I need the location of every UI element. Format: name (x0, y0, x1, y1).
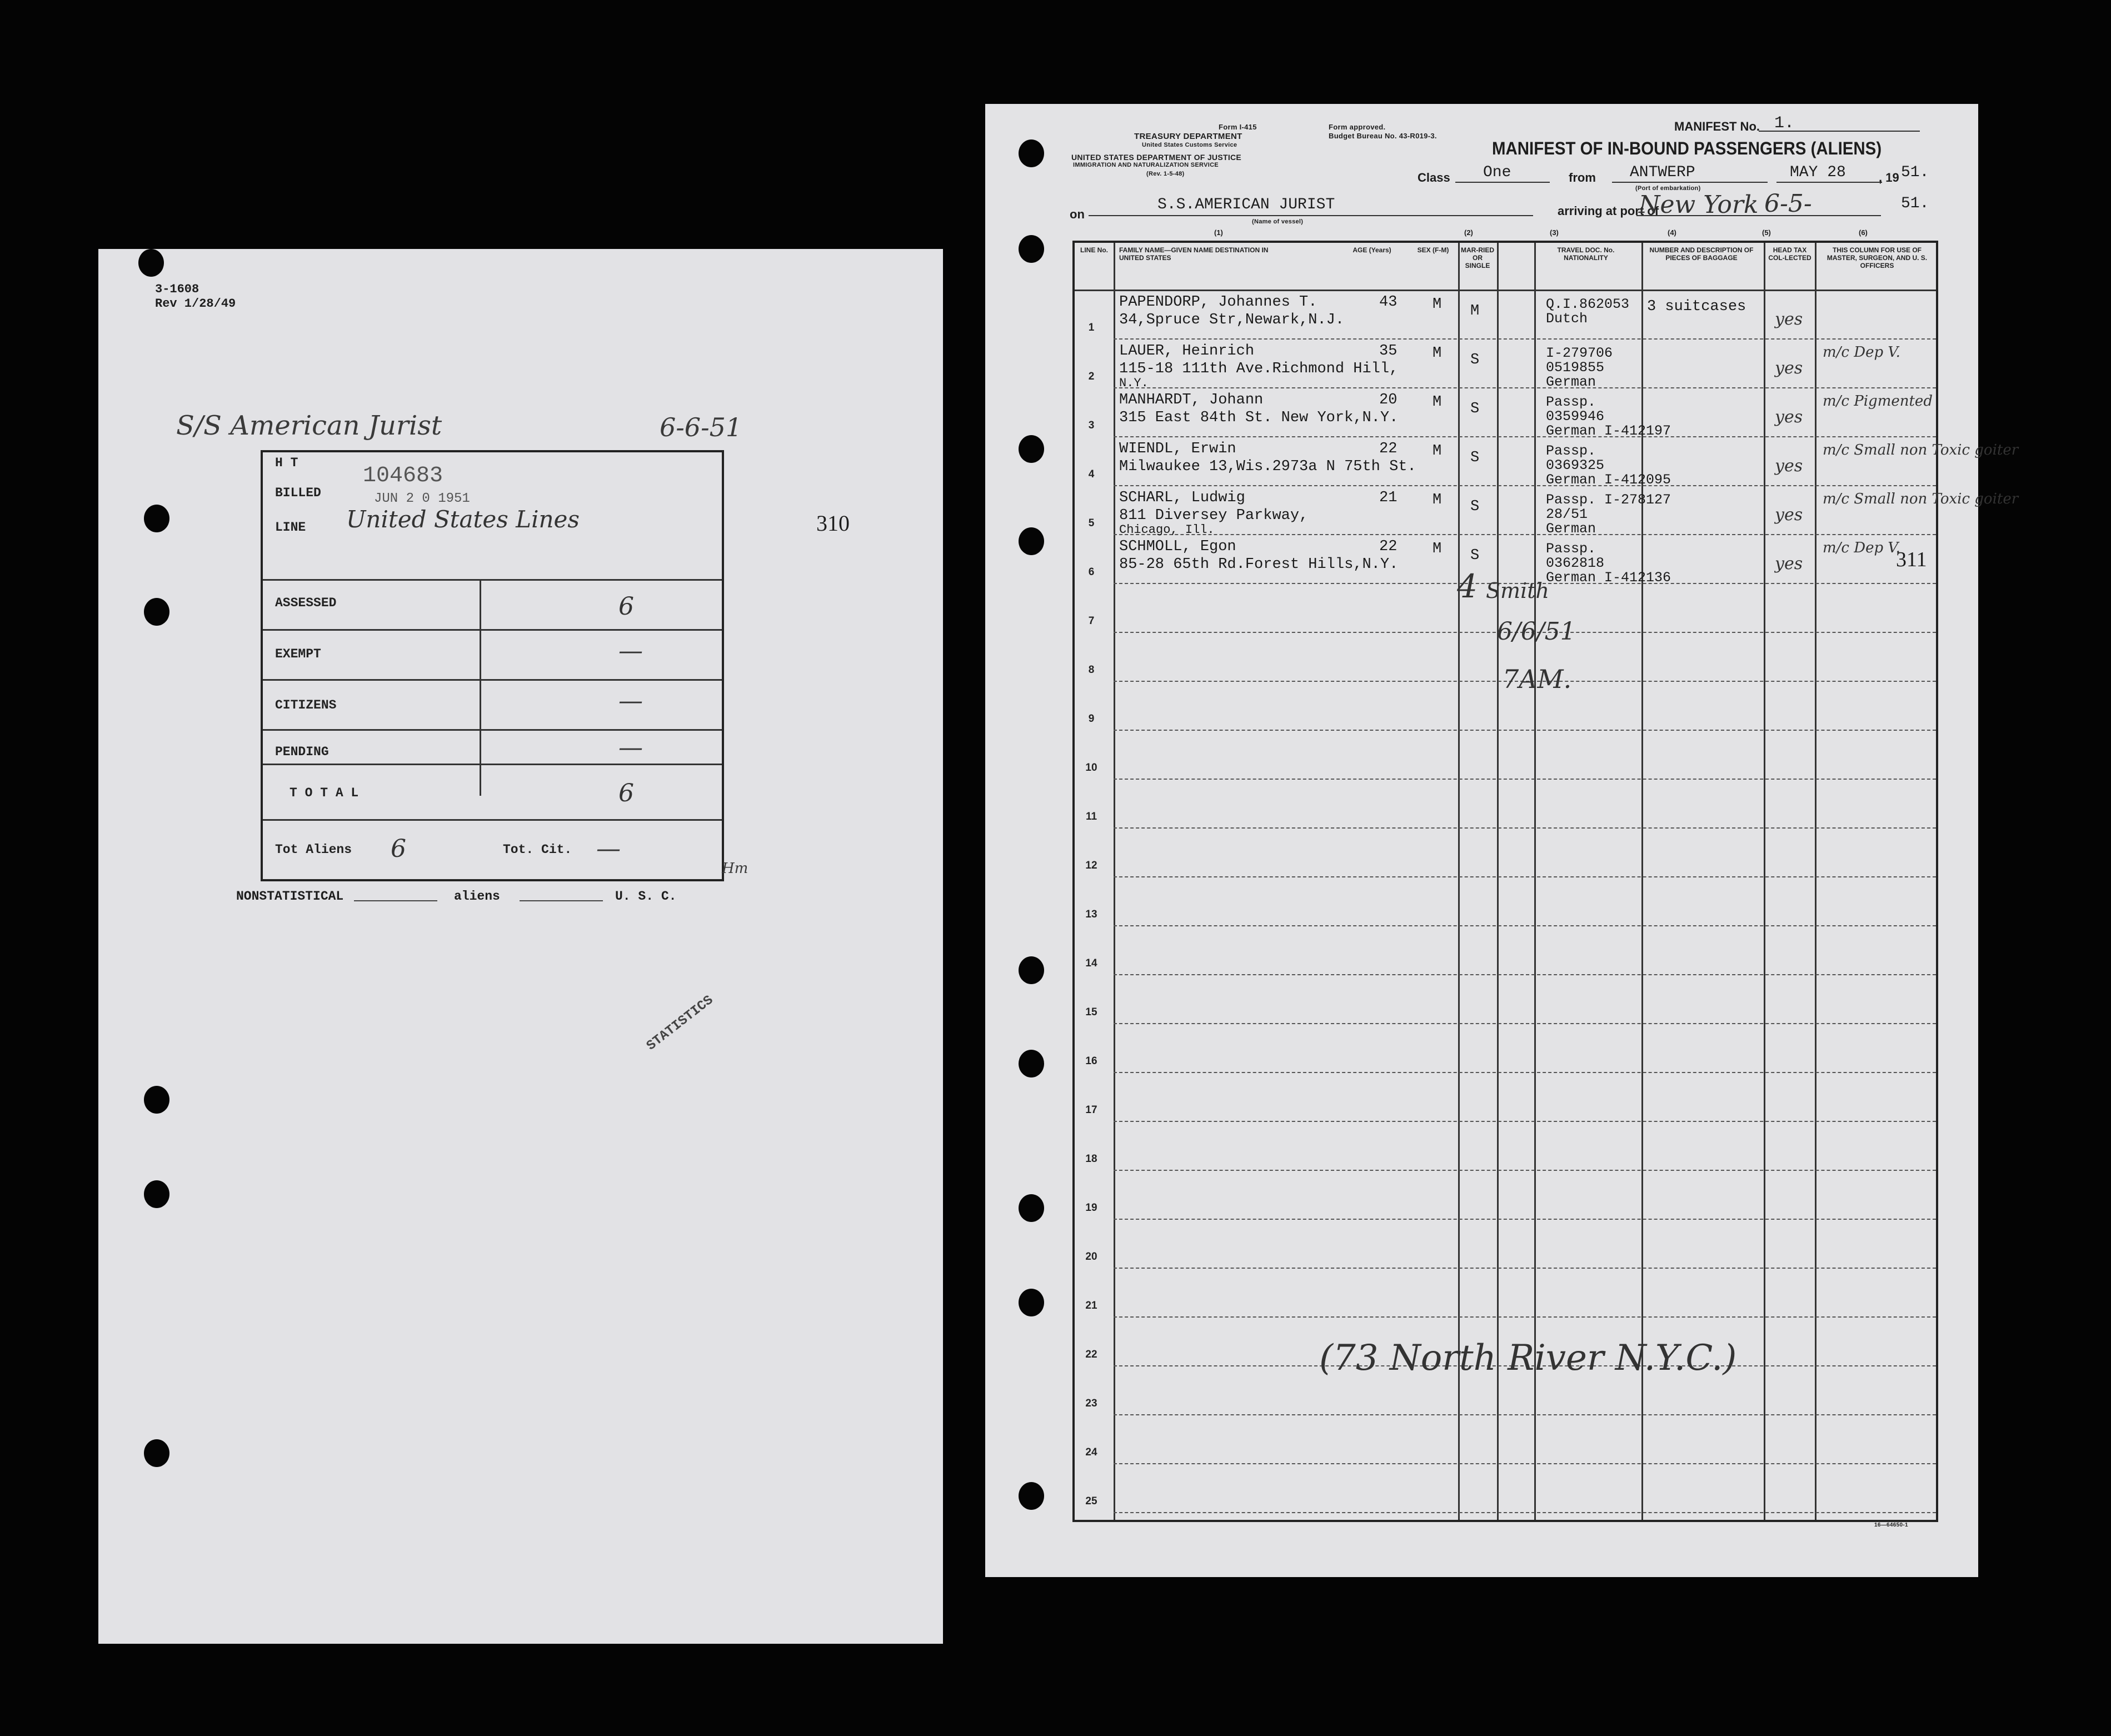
passenger-age: 21 (1379, 490, 1398, 506)
passenger-address-2: Chicago, Ill. (1119, 523, 1215, 537)
punch-hole (144, 598, 169, 626)
from-value: ANTWERP (1630, 164, 1695, 181)
passenger-age: 20 (1379, 392, 1398, 408)
passenger-address: 85-28 65th Rd.Forest Hills,N.Y. (1119, 556, 1399, 573)
on-label: on (1070, 207, 1085, 221)
passenger-sex: M (1433, 394, 1442, 411)
row-divider (1114, 1463, 1936, 1464)
row-divider (1114, 1072, 1936, 1073)
passenger-marital: S (1470, 450, 1480, 466)
officer-note: m/c Dep V. (1823, 540, 1900, 556)
passenger-address-2: N.Y. (1119, 376, 1149, 390)
travel-doc-3: German (1546, 374, 1596, 390)
passenger-marital: M (1470, 303, 1480, 320)
head-tax: yes (1775, 407, 1803, 427)
line-number: 18 (1085, 1153, 1097, 1165)
punch-hole (144, 505, 169, 532)
billed-stamp: JUN 2 0 1951 (374, 491, 470, 506)
col-number: (6) (1859, 228, 1868, 237)
manifest-title: MANIFEST OF IN-BOUND PASSENGERS (ALIENS) (1492, 138, 1882, 158)
travel-doc-3: German I-412197 (1546, 423, 1671, 439)
row-divider (1114, 1414, 1936, 1415)
travel-doc-1: Passp. (1546, 443, 1596, 459)
nonstat-label: NONSTATISTICAL (236, 889, 344, 904)
passenger-name: SCHARL, Ludwig (1119, 490, 1245, 506)
line-number: 19 (1085, 1202, 1097, 1214)
passenger-age: 35 (1379, 343, 1398, 360)
pending-value: — (618, 734, 643, 762)
travel-doc-2: 28/51 (1546, 506, 1588, 522)
travel-doc-1: I-279706 (1546, 345, 1613, 361)
baggage: 3 suitcases (1647, 298, 1746, 315)
manifest-table (1072, 241, 2019, 1522)
inspection-time: 7AM. (1503, 664, 1572, 694)
line-number: 24 (1085, 1446, 1097, 1458)
ins: IMMIGRATION AND NATURALIZATION SERVICE (1073, 162, 1219, 168)
row-divider (1114, 1268, 1936, 1269)
citizens-value: — (618, 687, 643, 715)
line-number: 10 (1085, 762, 1097, 774)
line-value: United States Lines (346, 506, 580, 533)
row-divider (1114, 974, 1936, 975)
row-divider (1114, 1512, 1936, 1513)
header-name: FAMILY NAME—GIVEN NAME DESTINATION IN UNITED STATES (1119, 246, 1269, 262)
line-number: 3 (1088, 420, 1095, 431)
header-travel: TRAVEL DOC. No. NATIONALITY (1557, 246, 1615, 262)
total-value: 6 (618, 779, 634, 807)
print-code: 16—64650-1 (1874, 1522, 1908, 1528)
passenger-name: SCHMOLL, Egon (1119, 538, 1236, 555)
row-divider (1114, 1023, 1936, 1024)
assessed-value: 6 (618, 592, 634, 621)
row-divider (1114, 1121, 1936, 1122)
passenger-marital: S (1470, 547, 1480, 564)
exempt-label: EXEMPT (275, 647, 321, 661)
from-label: from (1569, 171, 1596, 184)
passenger-manifest (985, 104, 2019, 1577)
class-value: One (1483, 164, 1511, 181)
passenger-sex: M (1433, 296, 1442, 313)
port-embark-caption: (Port of embarkation) (1635, 185, 1701, 192)
punch-hole (1019, 956, 1044, 984)
row-divider (1114, 1219, 1936, 1220)
arrival-year: 51. (1901, 195, 1929, 212)
passenger-sex: M (1433, 492, 1442, 508)
officer-note: m/c Small non Toxic goiter (1823, 491, 2019, 507)
form-rev-date: (Rev. 1-5-48) (1146, 171, 1185, 177)
passenger-marital: S (1470, 401, 1480, 417)
travel-doc-2: 0519855 (1546, 360, 1605, 376)
punch-hole (1019, 527, 1044, 555)
passenger-name: WIENDL, Erwin (1119, 441, 1236, 457)
vessel-name: S.S.AMERICAN JURIST (1157, 196, 1335, 213)
punch-hole (1019, 1289, 1044, 1316)
initials: Hm (722, 860, 748, 877)
passenger-address: Milwaukee 13,Wis.2973a N 75th St. (1119, 458, 1416, 475)
head-tax: yes (1775, 554, 1803, 573)
line-number: 21 (1085, 1300, 1097, 1311)
line-number: 20 (1085, 1251, 1097, 1263)
header-tax: HEAD TAX COL-LECTED (1768, 246, 1811, 262)
billing-card (98, 249, 943, 1644)
line-number: 4 (1088, 468, 1095, 480)
header-officers: THIS COLUMN FOR USE OF MASTER, SURGEON, AND U. S. OFFICERS (1826, 246, 1928, 270)
tot-cit-value: — (596, 835, 621, 863)
punch-hole (138, 249, 164, 277)
header-married: MAR-RIED OR SINGLE (1461, 246, 1494, 270)
line-label: LINE (275, 520, 306, 535)
line-number: 9 (1088, 713, 1095, 725)
punch-hole (144, 1180, 169, 1208)
header-age: AGE (Years) (1353, 246, 1391, 254)
tot-aliens-label: Tot Aliens (275, 842, 352, 857)
line-number: 15 (1085, 1006, 1097, 1018)
billed-number: 104683 (363, 463, 443, 488)
year-prefix: , 19 (1879, 171, 1899, 184)
row-divider (1114, 436, 1936, 437)
punch-hole (1019, 1194, 1044, 1222)
tot-cit-label: Tot. Cit. (503, 842, 572, 857)
col-number: (3) (1550, 228, 1559, 237)
vessel-caption: (Name of vessel) (1252, 218, 1304, 225)
header-sex: SEX (F-M) (1417, 246, 1449, 254)
inspection-date: 6/6/51 (1497, 617, 1576, 646)
inspection-initials: Smith (1486, 578, 1549, 603)
travel-doc-2: 0362818 (1546, 555, 1605, 571)
embark-date: MAY 28 (1790, 164, 1846, 181)
form-number: 3-1608 (155, 282, 199, 296)
header-line: LINE No. (1080, 246, 1108, 254)
total-label: T O T A L (290, 786, 359, 800)
manifest-no: 1. (1774, 114, 1795, 133)
billing-box (261, 450, 724, 881)
passenger-address: 315 East 84th St. New York,N.Y. (1119, 410, 1399, 426)
row-divider (1114, 387, 1936, 388)
pending-label: PENDING (275, 745, 329, 759)
passenger-sex: M (1433, 541, 1442, 557)
tot-aliens-value: 6 (391, 835, 406, 863)
passenger-name: LAUER, Heinrich (1119, 343, 1255, 360)
travel-doc-1: Q.I.862053 (1546, 296, 1630, 312)
row-divider (1114, 485, 1936, 486)
row-divider (1114, 730, 1936, 731)
col-number: (1) (1214, 228, 1223, 237)
passenger-address: 115-18 111th Ave.Richmond Hill, (1119, 361, 1399, 377)
punch-hole (1019, 139, 1044, 167)
travel-doc-1: Passp. I-278127 (1546, 492, 1671, 508)
col-number: (4) (1668, 228, 1676, 237)
line-number: 16 (1085, 1055, 1097, 1067)
line-number: 7 (1088, 615, 1095, 627)
line-number: 11 (1085, 811, 1097, 822)
line-number: 5 (1088, 517, 1095, 529)
billed-label: BILLED (275, 486, 321, 500)
form-approved: Form approved. (1329, 123, 1386, 131)
col-number: (2) (1464, 228, 1473, 237)
bottom-note: (73 North River N.Y.C.) (1319, 1338, 1737, 1379)
passenger-sex: M (1433, 443, 1442, 460)
officer-note: m/c Dep V. (1823, 344, 1900, 361)
travel-doc-2: 0369325 (1546, 457, 1605, 473)
passenger-sex: M (1433, 345, 1442, 362)
line-number: 17 (1085, 1104, 1097, 1116)
page-stamp: 311 (1896, 548, 1927, 571)
row-divider (1114, 779, 1936, 780)
passenger-name: MANHARDT, Johann (1119, 392, 1264, 408)
passenger-marital: S (1470, 352, 1480, 368)
head-tax: yes (1775, 358, 1803, 378)
page-number: 310 (816, 511, 850, 536)
travel-doc-3: German I-412136 (1546, 570, 1671, 586)
budget-bureau: Budget Bureau No. 43-R019-3. (1329, 132, 1437, 140)
row-divider (1114, 534, 1936, 535)
head-tax: yes (1775, 505, 1803, 525)
row-divider (1114, 1170, 1936, 1171)
row-divider (1114, 876, 1936, 877)
officer-note: m/c Small non Toxic goiter (1823, 442, 2019, 458)
travel-doc-1: Passp. (1546, 394, 1596, 410)
passenger-age: 22 (1379, 441, 1398, 457)
travel-doc-2: Dutch (1546, 311, 1588, 327)
line-number: 14 (1085, 957, 1097, 969)
passenger-marital: S (1470, 498, 1480, 515)
line-number: 6 (1088, 566, 1095, 578)
citizens-label: CITIZENS (275, 698, 337, 712)
punch-hole (1019, 235, 1044, 263)
form-id: Form I-415 (1219, 123, 1257, 131)
col-number: (5) (1762, 228, 1771, 237)
passenger-address: 34,Spruce Str,Newark,N.J. (1119, 312, 1345, 328)
header-baggage: NUMBER AND DESCRIPTION OF PIECES OF BAGGAGE (1649, 246, 1754, 262)
line-number: 25 (1085, 1495, 1097, 1507)
punch-hole (1019, 1482, 1044, 1510)
travel-doc-2: 0359946 (1546, 408, 1605, 425)
class-label: Class (1418, 171, 1450, 184)
line-number: 1 (1088, 322, 1095, 333)
punch-hole (144, 1439, 169, 1467)
dept-justice: UNITED STATES DEPARTMENT OF JUSTICE (1071, 153, 1242, 162)
line-number: 23 (1085, 1398, 1097, 1409)
officer-note: m/c Pigmented (1823, 393, 1933, 410)
dept-treasury: TREASURY DEPARTMENT (1134, 132, 1242, 141)
customs-service: United States Customs Service (1142, 142, 1237, 148)
vessel-note: S/S American Jurist (176, 410, 442, 441)
line-number: 2 (1088, 371, 1095, 382)
passenger-address: 811 Diversey Parkway, (1119, 507, 1309, 524)
travel-doc-3: German I-412095 (1546, 472, 1671, 488)
statistics-stamp: STATISTICS (643, 992, 717, 1054)
line-number: 8 (1088, 664, 1095, 676)
arrival-date: 6-5- (1764, 189, 1812, 218)
line-number: 22 (1085, 1349, 1097, 1360)
head-tax: yes (1775, 310, 1803, 329)
line-number: 12 (1085, 860, 1097, 871)
assessed-label: ASSESSED (275, 596, 337, 610)
date-note: 6-6-51 (660, 412, 742, 442)
row-divider (1114, 1316, 1936, 1318)
form-rev: Rev 1/28/49 (155, 297, 236, 311)
punch-hole (144, 1086, 169, 1114)
row-divider (1114, 827, 1936, 829)
arriving-label: arriving at port of (1558, 204, 1659, 218)
manifest-no-label: MANIFEST No. (1674, 119, 1760, 133)
row-divider (1114, 338, 1936, 340)
travel-doc-1: Passp. (1546, 541, 1596, 557)
row-divider (1114, 925, 1936, 926)
embark-year: 51. (1901, 164, 1929, 181)
ht-label: H T (275, 456, 298, 470)
head-tax: yes (1775, 456, 1803, 476)
passenger-age: 22 (1379, 538, 1398, 555)
line-number: 13 (1085, 909, 1097, 920)
exempt-value: — (618, 637, 643, 665)
aliens-label: aliens (454, 889, 500, 904)
usc-label: U. S. C. (615, 889, 677, 904)
punch-hole (1019, 1050, 1044, 1077)
inspection-count: 4 (1457, 567, 1478, 605)
punch-hole (1019, 435, 1044, 463)
travel-doc-3: German (1546, 521, 1596, 537)
passenger-name: PAPENDORP, Johannes T. (1119, 294, 1317, 311)
arrival-port: New York (1639, 191, 1759, 219)
passenger-age: 43 (1379, 294, 1398, 311)
